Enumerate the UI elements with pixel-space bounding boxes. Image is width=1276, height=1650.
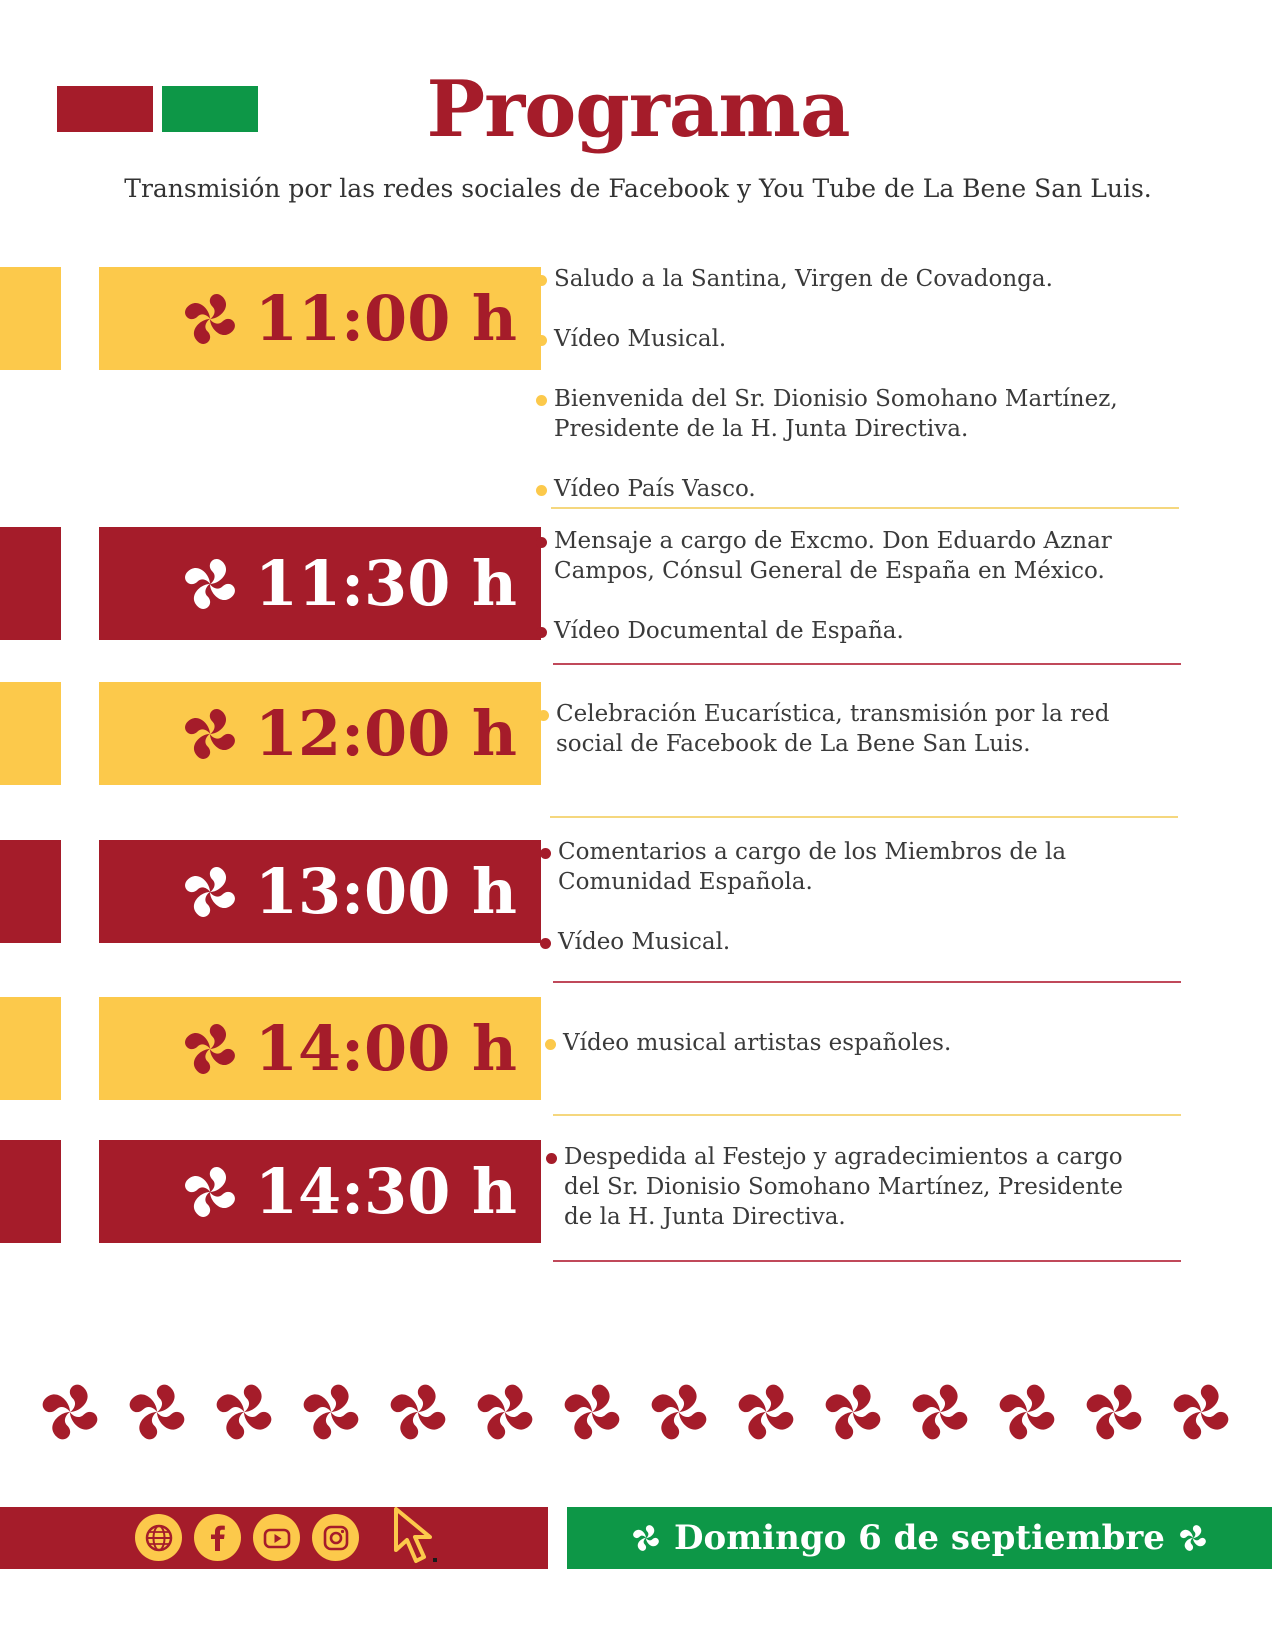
activity-text: Vídeo musical artistas españoles. (563, 1030, 952, 1056)
time-label: 11:30 h (254, 546, 517, 620)
bullet-icon (536, 627, 547, 638)
time-label: 12:00 h (254, 696, 517, 770)
time-label: 11:00 h (254, 281, 517, 355)
lauburu-icon (819, 1378, 887, 1446)
time-stub (0, 267, 61, 370)
time-label: 13:00 h (254, 854, 517, 928)
list-item (538, 699, 1148, 759)
lauburu-decoration-row (36, 1378, 1235, 1446)
list-item (540, 927, 1140, 957)
bullet-icon (536, 485, 547, 496)
bullet-icon (536, 335, 547, 346)
time-stub (0, 997, 61, 1100)
lauburu-icon (645, 1378, 713, 1446)
list-item (546, 1142, 1156, 1232)
activity-text: Vídeo Documental de España. (554, 618, 904, 644)
activity-text: Despedida al Festejo y agradecimientos a cargo del Sr. Dionisio Somohano Martínez, Presidente de la H. Junta Directiva. (564, 1144, 1123, 1230)
time-stub (0, 840, 61, 943)
activity-text: Vídeo Musical. (558, 929, 731, 955)
lauburu-icon (906, 1378, 974, 1446)
page-subtitle: Transmisión por las redes sociales de Facebook y You Tube de La Bene San Luis. (124, 174, 1152, 203)
activity-list (540, 837, 1140, 957)
activity-list (536, 526, 1168, 646)
list-item (536, 384, 1156, 444)
date-banner (567, 1507, 1272, 1569)
lauburu-icon (558, 1378, 626, 1446)
lauburu-icon (384, 1378, 452, 1446)
list-item (536, 616, 1168, 646)
time-stub (0, 527, 61, 640)
bullet-icon (540, 938, 551, 949)
lauburu-icon (179, 861, 241, 923)
page-title: Programa (426, 64, 850, 155)
lauburu-icon (179, 1018, 241, 1080)
divider (551, 507, 1179, 509)
activity-list (546, 1142, 1156, 1232)
divider (553, 981, 1181, 983)
list-item (536, 264, 1156, 294)
divider (553, 1114, 1181, 1116)
activity-list (538, 699, 1148, 759)
bullet-icon (545, 1039, 556, 1050)
list-item (536, 526, 1168, 586)
list-item (540, 837, 1140, 897)
bullet-icon (536, 395, 547, 406)
time-bar (99, 267, 541, 370)
instagram-icon[interactable] (312, 1514, 359, 1561)
lauburu-icon (179, 1161, 241, 1223)
time-bar (99, 840, 541, 943)
lauburu-icon (210, 1378, 278, 1446)
activity-list (545, 1028, 1165, 1058)
list-item (536, 474, 1156, 504)
lauburu-icon (179, 288, 241, 350)
lauburu-icon (1177, 1522, 1209, 1554)
activity-text: Celebración Eucarística, transmisión por la red social de Facebook de La Bene San Luis. (556, 701, 1110, 757)
bullet-icon (546, 1153, 557, 1164)
lauburu-icon (630, 1522, 662, 1554)
bullet-icon (536, 275, 547, 286)
event-date: Domingo 6 de septiembre (674, 1518, 1165, 1558)
bullet-icon (536, 537, 547, 548)
youtube-icon[interactable] (253, 1514, 300, 1561)
lauburu-icon (1080, 1378, 1148, 1446)
activity-text: Saludo a la Santina, Virgen de Covadonga. (554, 266, 1053, 292)
flag-stripe-red (57, 86, 153, 132)
lauburu-icon (1167, 1378, 1235, 1446)
social-icons (135, 1514, 359, 1561)
time-stub (0, 1140, 61, 1243)
activity-text: Mensaje a cargo de Excmo. Don Eduardo Aznar Campos, Cónsul General de España en México. (554, 528, 1112, 584)
divider (553, 663, 1181, 665)
time-bar (99, 1140, 541, 1243)
activity-text: Bienvenida del Sr. Dionisio Somohano Martínez, Presidente de la H. Junta Directiva. (554, 386, 1118, 442)
activity-list (536, 264, 1156, 504)
activity-text: Comentarios a cargo de los Miembros de la Comunidad Española. (558, 839, 1067, 895)
time-label: 14:00 h (254, 1011, 517, 1085)
activity-text: Vídeo País Vasco. (554, 476, 756, 502)
lauburu-icon (297, 1378, 365, 1446)
lauburu-icon (179, 553, 241, 615)
lauburu-icon (471, 1378, 539, 1446)
cursor-icon (392, 1506, 444, 1572)
time-label: 14:30 h (254, 1154, 517, 1228)
lauburu-icon (123, 1378, 191, 1446)
lauburu-icon (993, 1378, 1061, 1446)
list-item (536, 324, 1156, 354)
time-bar (99, 527, 541, 640)
divider (550, 816, 1178, 818)
bullet-icon (538, 710, 549, 721)
lauburu-icon (179, 703, 241, 765)
time-bar (99, 997, 541, 1100)
lauburu-icon (36, 1378, 104, 1446)
globe-icon[interactable] (135, 1514, 182, 1561)
lauburu-icon (732, 1378, 800, 1446)
facebook-icon[interactable] (194, 1514, 241, 1561)
flag-stripe-green (162, 86, 258, 132)
list-item (545, 1028, 1165, 1058)
divider (553, 1260, 1181, 1262)
time-bar (99, 682, 541, 785)
time-stub (0, 682, 61, 785)
activity-text: Vídeo Musical. (554, 326, 727, 352)
bullet-icon (540, 848, 551, 859)
